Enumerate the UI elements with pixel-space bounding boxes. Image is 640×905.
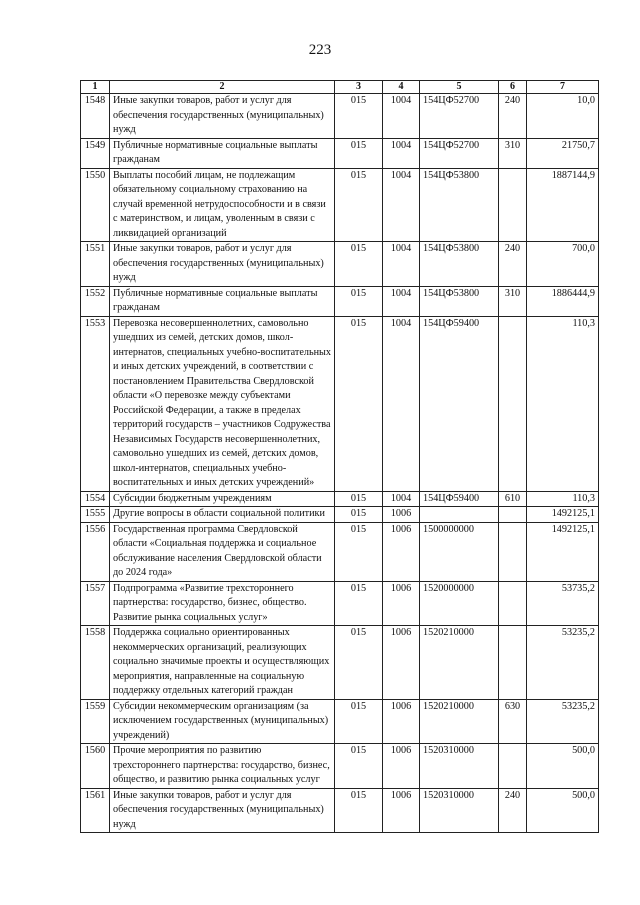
header-row <box>81 81 599 94</box>
section-code-cell: 1006 <box>383 699 420 744</box>
section-code-cell: 1004 <box>383 242 420 287</box>
row-name-cell: Выплаты пособий лицам, не подлежащим обязательному социальному страхованию на случай временной нетрудоспособности и в связи с материнством, и лицам, уволенным в связи с ликвидацией организаций <box>110 168 335 242</box>
row-number-cell: 1554 <box>81 491 110 507</box>
table-row <box>81 316 599 491</box>
target-article-cell: 154ЦФ53800 <box>420 168 499 242</box>
amount-cell: 1886444,9 <box>527 286 599 316</box>
amount-cell: 110,3 <box>527 316 599 491</box>
target-article-cell: 154ЦФ52700 <box>420 94 499 139</box>
expense-type-cell <box>499 744 527 789</box>
target-article-cell: 1500000000 <box>420 522 499 581</box>
row-name-cell: Иные закупки товаров, работ и услуг для обеспечения государственных (муниципальных) нужд <box>110 242 335 287</box>
expense-type-cell: 630 <box>499 699 527 744</box>
section-code-cell: 1004 <box>383 138 420 168</box>
ministry-code-cell: 015 <box>335 94 383 139</box>
amount-cell: 500,0 <box>527 744 599 789</box>
header-col-2: 2 <box>110 81 335 94</box>
expense-type-cell <box>499 316 527 491</box>
ministry-code-cell: 015 <box>335 581 383 626</box>
expense-type-cell: 240 <box>499 788 527 833</box>
expense-type-cell <box>499 168 527 242</box>
row-number-cell: 1552 <box>81 286 110 316</box>
expense-type-cell <box>499 581 527 626</box>
expense-type-cell: 610 <box>499 491 527 507</box>
amount-cell: 500,0 <box>527 788 599 833</box>
amount-cell: 10,0 <box>527 94 599 139</box>
table-row <box>81 626 599 700</box>
row-number-cell: 1549 <box>81 138 110 168</box>
amount-cell: 700,0 <box>527 242 599 287</box>
target-article-cell <box>420 507 499 523</box>
row-number-cell: 1555 <box>81 507 110 523</box>
table-row <box>81 507 599 523</box>
row-number-cell: 1551 <box>81 242 110 287</box>
row-name-cell: Поддержка социально ориентированных некоммерческих организаций, реализующих социально значимые проекты и осуществляющих мероприятия, направленные на социальную поддержку отдельных категорий граждан <box>110 626 335 700</box>
target-article-cell: 154ЦФ59400 <box>420 316 499 491</box>
section-code-cell: 1006 <box>383 507 420 523</box>
table-row <box>81 522 599 581</box>
ministry-code-cell: 015 <box>335 168 383 242</box>
target-article-cell: 1520000000 <box>420 581 499 626</box>
header-col-1: 1 <box>81 81 110 94</box>
expense-type-cell: 240 <box>499 94 527 139</box>
table-row <box>81 242 599 287</box>
expense-type-cell: 310 <box>499 138 527 168</box>
expense-type-cell <box>499 522 527 581</box>
row-number-cell: 1561 <box>81 788 110 833</box>
ministry-code-cell: 015 <box>335 522 383 581</box>
row-name-cell: Субсидии некоммерческим организациям (за исключением государственных (муниципальных) учреждений) <box>110 699 335 744</box>
row-number-cell: 1556 <box>81 522 110 581</box>
row-name-cell: Субсидии бюджетным учреждениям <box>110 491 335 507</box>
target-article-cell: 154ЦФ53800 <box>420 286 499 316</box>
table-row <box>81 788 599 833</box>
table-row <box>81 286 599 316</box>
ministry-code-cell: 015 <box>335 744 383 789</box>
row-name-cell: Публичные нормативные социальные выплаты гражданам <box>110 286 335 316</box>
expense-type-cell: 240 <box>499 242 527 287</box>
section-code-cell: 1006 <box>383 626 420 700</box>
target-article-cell: 154ЦФ53800 <box>420 242 499 287</box>
amount-cell: 53235,2 <box>527 626 599 700</box>
table-row <box>81 168 599 242</box>
page-number: 223 <box>308 42 332 58</box>
row-name-cell: Прочие мероприятия по развитию трехстороннего партнерства: государство, бизнес, общество, и развитию рынка социальных услуг <box>110 744 335 789</box>
ministry-code-cell: 015 <box>335 242 383 287</box>
row-number-cell: 1550 <box>81 168 110 242</box>
row-number-cell: 1548 <box>81 94 110 139</box>
header-col-5: 5 <box>420 81 499 94</box>
ministry-code-cell: 015 <box>335 138 383 168</box>
expense-type-cell <box>499 626 527 700</box>
amount-cell: 110,3 <box>527 491 599 507</box>
section-code-cell: 1004 <box>383 316 420 491</box>
row-name-cell: Подпрограмма «Развитие трехстороннего партнерства: государство, бизнес, общество. Развитие рынка социальных услуг» <box>110 581 335 626</box>
amount-cell: 53235,2 <box>527 699 599 744</box>
expense-type-cell <box>499 507 527 523</box>
section-code-cell: 1006 <box>383 744 420 789</box>
row-number-cell: 1560 <box>81 744 110 789</box>
row-number-cell: 1553 <box>81 316 110 491</box>
header-col-3: 3 <box>335 81 383 94</box>
amount-cell: 1492125,1 <box>527 507 599 523</box>
ministry-code-cell: 015 <box>335 491 383 507</box>
amount-cell: 53735,2 <box>527 581 599 626</box>
section-code-cell: 1004 <box>383 286 420 316</box>
table-row <box>81 138 599 168</box>
target-article-cell: 1520210000 <box>420 626 499 700</box>
section-code-cell: 1006 <box>383 522 420 581</box>
section-code-cell: 1006 <box>383 581 420 626</box>
amount-cell: 1492125,1 <box>527 522 599 581</box>
target-article-cell: 154ЦФ52700 <box>420 138 499 168</box>
row-number-cell: 1559 <box>81 699 110 744</box>
row-name-cell: Государственная программа Свердловской области «Социальная поддержка и социальное обслуживание населения Свердловской области до 2024 года» <box>110 522 335 581</box>
target-article-cell: 1520210000 <box>420 699 499 744</box>
budget-table <box>80 80 599 833</box>
target-article-cell: 1520310000 <box>420 788 499 833</box>
table-row <box>81 699 599 744</box>
header-col-7: 7 <box>527 81 599 94</box>
row-name-cell: Перевозка несовершеннолетних, самовольно ушедших из семей, детских домов, школ-интернатов, специальных учебно-воспитательных и иных детских учреждений, в соответствии с постановлением Правительства Свердловской области «О перевозке между субъектами Российской Федерации, а также в пределах территорий государств – участников Содружества Независимых Государств несовершеннолетних, самовольно ушедших из семей, детских домов, школ-интернатов, специальных учебно-воспитательных и иных детских учреждений» <box>110 316 335 491</box>
row-number-cell: 1558 <box>81 626 110 700</box>
target-article-cell: 154ЦФ59400 <box>420 491 499 507</box>
section-code-cell: 1004 <box>383 491 420 507</box>
target-article-cell: 1520310000 <box>420 744 499 789</box>
header-col-4: 4 <box>383 81 420 94</box>
ministry-code-cell: 015 <box>335 788 383 833</box>
ministry-code-cell: 015 <box>335 626 383 700</box>
ministry-code-cell: 015 <box>335 316 383 491</box>
header-col-6: 6 <box>499 81 527 94</box>
row-name-cell: Другие вопросы в области социальной политики <box>110 507 335 523</box>
table-row <box>81 491 599 507</box>
row-name-cell: Публичные нормативные социальные выплаты гражданам <box>110 138 335 168</box>
expense-type-cell: 310 <box>499 286 527 316</box>
table-row <box>81 581 599 626</box>
ministry-code-cell: 015 <box>335 507 383 523</box>
ministry-code-cell: 015 <box>335 286 383 316</box>
section-code-cell: 1006 <box>383 788 420 833</box>
row-name-cell: Иные закупки товаров, работ и услуг для обеспечения государственных (муниципальных) нужд <box>110 788 335 833</box>
section-code-cell: 1004 <box>383 168 420 242</box>
ministry-code-cell: 015 <box>335 699 383 744</box>
table-row <box>81 94 599 139</box>
amount-cell: 1887144,9 <box>527 168 599 242</box>
table-row <box>81 744 599 789</box>
amount-cell: 21750,7 <box>527 138 599 168</box>
row-name-cell: Иные закупки товаров, работ и услуг для обеспечения государственных (муниципальных) нужд <box>110 94 335 139</box>
row-number-cell: 1557 <box>81 581 110 626</box>
section-code-cell: 1004 <box>383 94 420 139</box>
